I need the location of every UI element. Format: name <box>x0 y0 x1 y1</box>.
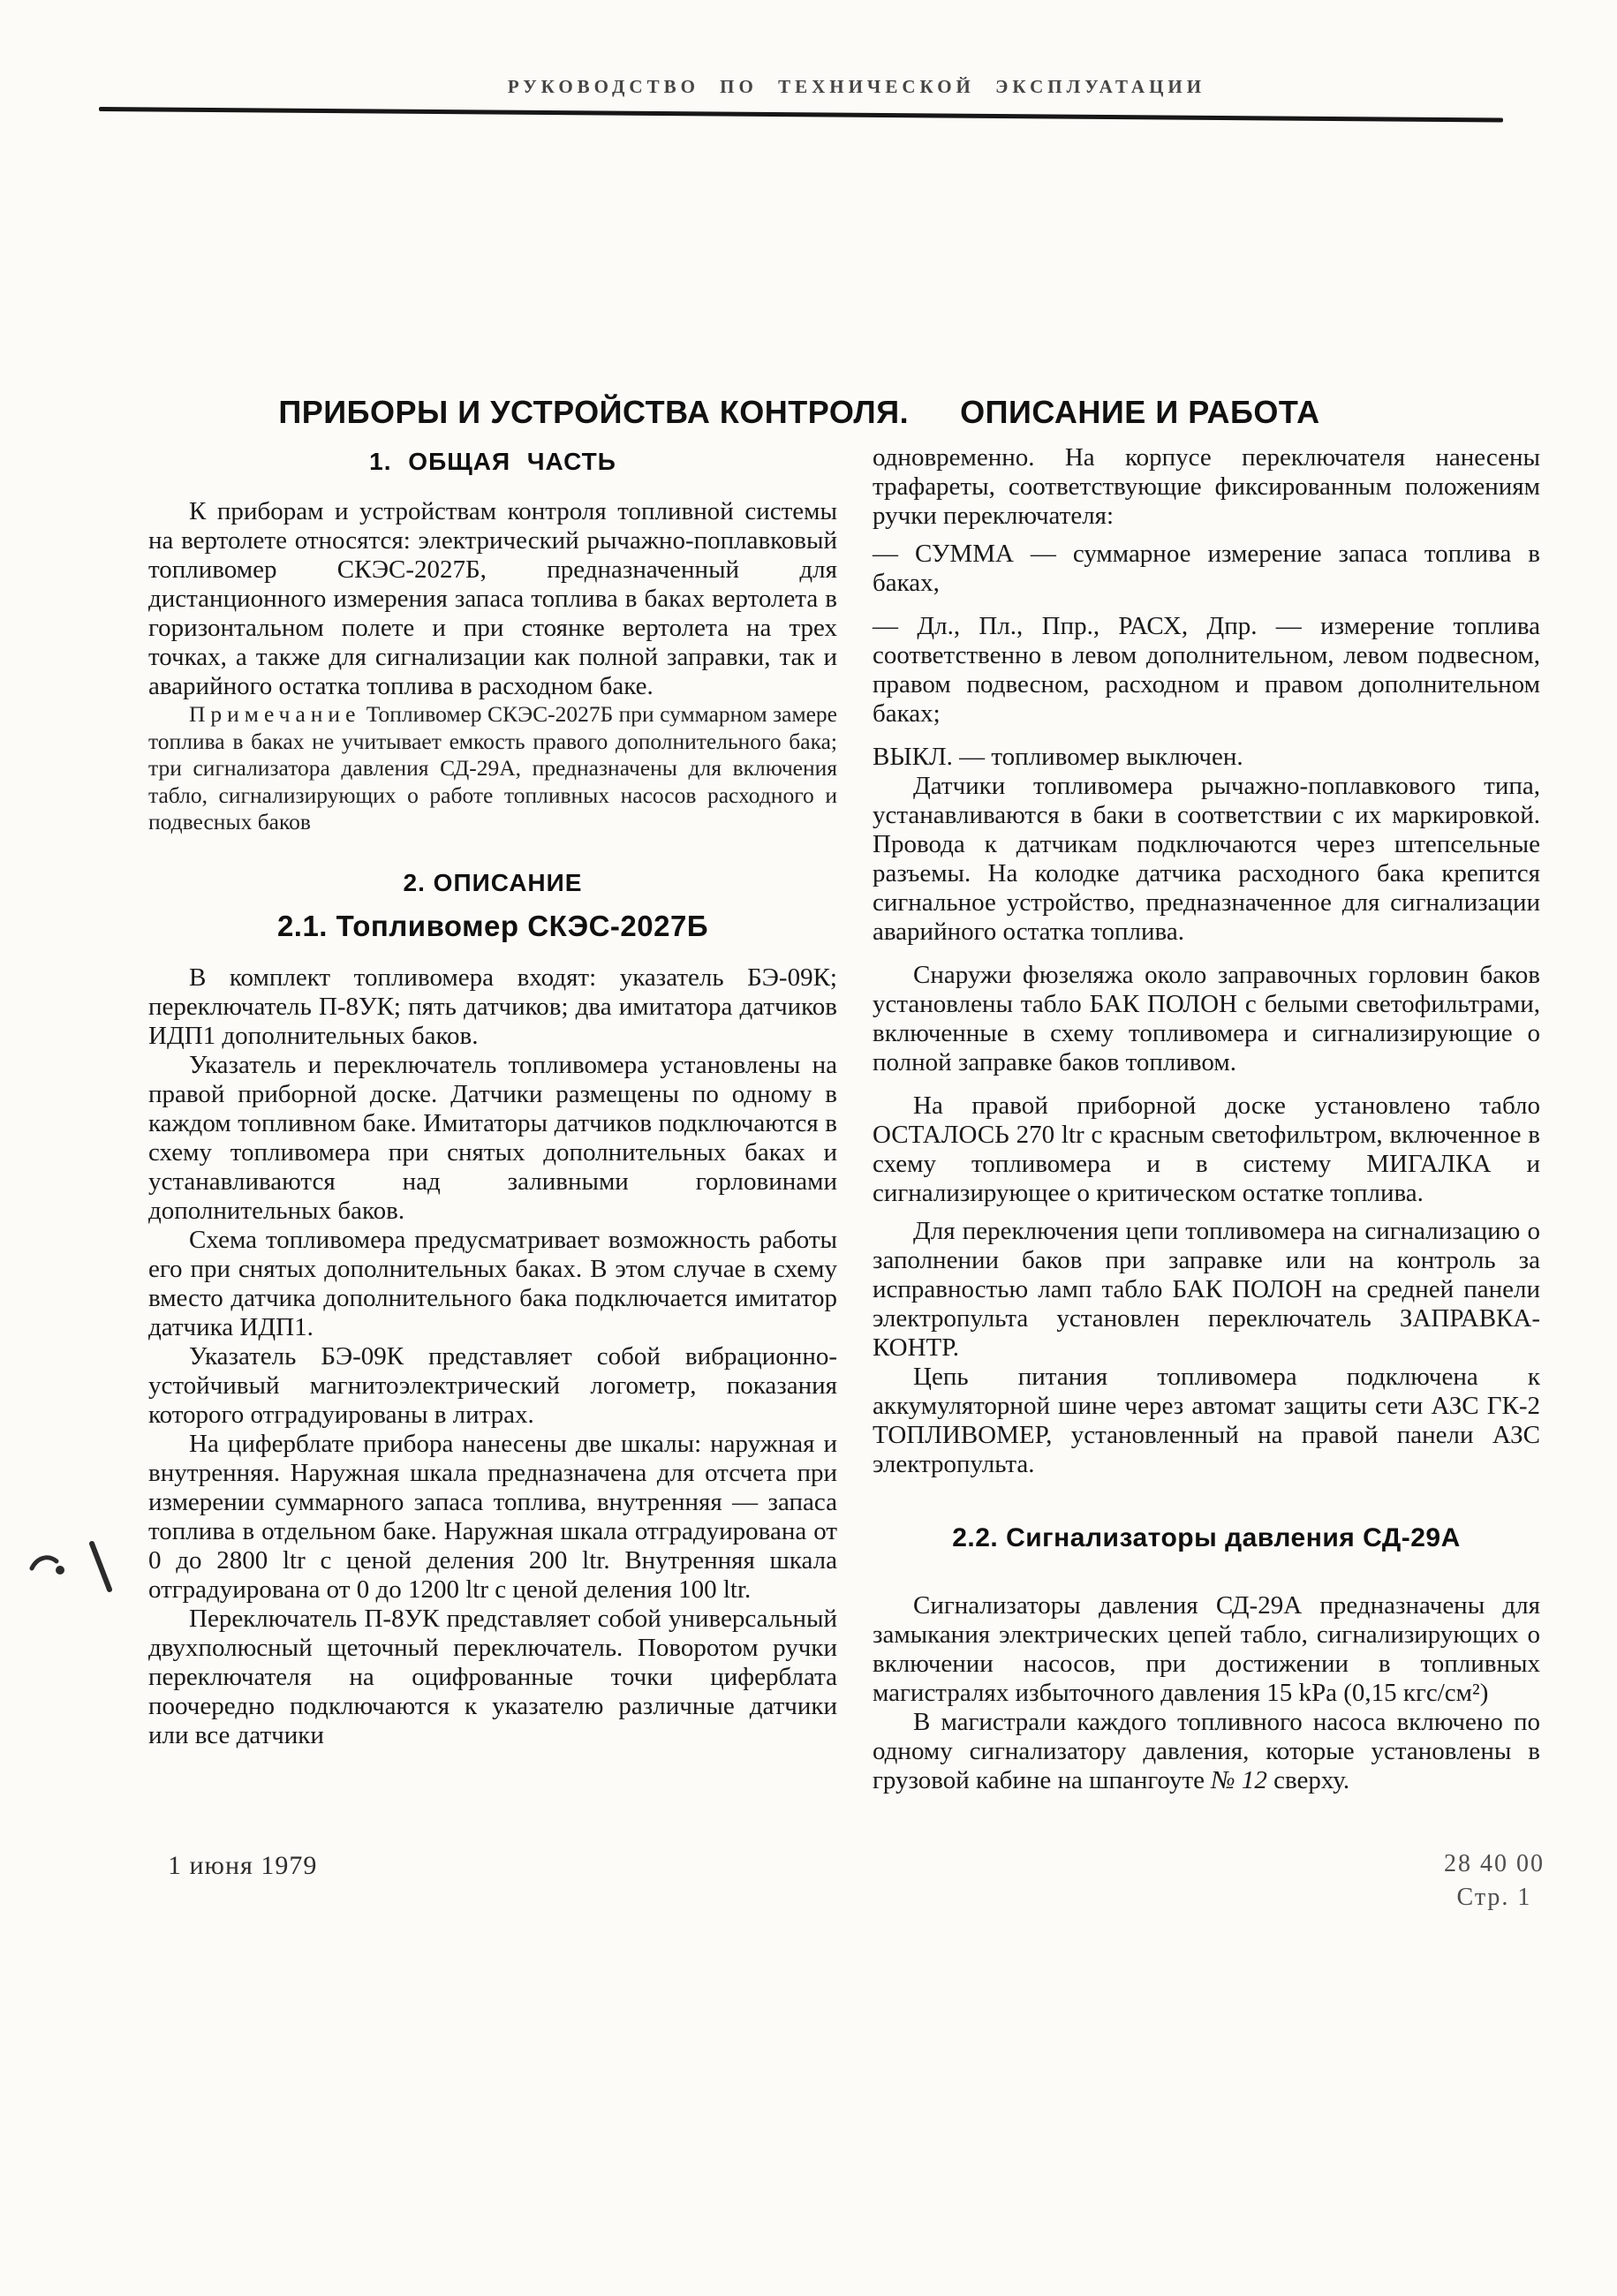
paragraph-fuelmeter-kit: В комплект топливомера входят: указатель БЭ-09К; переключатель П-8УК; пять датчиков; два имитатора датчиков ИДП1 дополнительных баков. <box>148 963 837 1050</box>
paragraph-sd29a-purpose: Сигнализаторы давления СД-29А предназначены для замыкания электрических цепей табло, сигнализирующих о включении насосов, при достижении в топливных магистралях избыточного давления 15 kPa (0,15 кгс/см²) <box>873 1591 1540 1707</box>
page-title-part1: ПРИБОРЫ И УСТРОЙСТВА КОНТРОЛЯ. <box>278 394 910 430</box>
paragraph-indicator-switch: Указатель и переключатель топливомера установлены на правой приборной доске. Датчики размещены по одному в каждом топливном баке. Имитаторы датчиков подключаются в схему топливомера при снятых дополнительных баках и устанавливаются над заливными горловинами дополнительных баков. <box>148 1050 837 1225</box>
paragraph-sd29a-location <box>873 1708 1540 1795</box>
footer-page-number: Стр. 1 <box>1456 1884 1532 1911</box>
page-title-part2: ОПИСАНИЕ И РАБОТА <box>960 394 1320 430</box>
paragraph-scheme: Схема топливомера предусматривает возможность работы его при снятых дополнительных баках. В этом случае в схему вместо датчика дополнительного бака подключается имитатор датчика ИДП1. <box>148 1225 837 1341</box>
section-2-1-heading: 2.1. Топливомер СКЭС-2027Б <box>276 909 709 942</box>
section-1-heading: 1. ОБЩАЯ ЧАСТЬ <box>369 448 616 475</box>
page-title <box>0 394 1598 431</box>
list-item-summa: — СУММА — суммарное измерение запаса топлива в баках, <box>873 540 1540 597</box>
paragraph-dial-scales: На циферблате прибора нанесены две шкалы: наружная и внутренняя. Наружная шкала предназначена для отсчета при измерении суммарного запаса топлива, внутренняя — запаса топлива в отдельном баке. Наружная шкала отградуирована от 0 до 2800 ltr с ценой деления 200 ltr. Внутренняя шкала отградуирована от 0 до 1200 ltr с ценой деления 100 ltr. <box>148 1429 837 1604</box>
list-item-vykl: ВЫКЛ. — топливомер выключен. <box>873 743 1243 771</box>
note-text: Топливомер СКЭС-2027Б при суммарном замере топлива в баках не учитывает емкость правого дополнительного бака; три сигнализатора давления СД-29А, предназначены для включения табло, сигнализирующих о работе топливных насосов расходного и подвесных баков <box>148 701 837 835</box>
paragraph-continued: одновременно. На корпусе переключателя нанесены трафареты, соответствующие фиксированным положениям ручки переключателя: <box>873 443 1540 530</box>
list-item-dl: — Дл., Пл., Ппр., РАСХ, Дпр. — измерение топлива соответственно в левом дополнительном, левом подвесном, правом подвесном, расходном и правом дополнительном баках; <box>873 612 1540 728</box>
paragraph-ostalos-270: На правой приборной доске установлено табло ОСТАЛОСЬ 270 ltr с красным светофильтром, включенное в схему топливомера и в систему МИГАЛКА и сигнализирующее о критическом остатке топлива. <box>873 1091 1540 1207</box>
handwritten-mark <box>25 1538 124 1607</box>
sd29a-location-text: В магистрали каждого топливного насоса включено по одному сигнализатору давления, которые установлены в грузовой кабине на шпангоуте <box>873 1708 1540 1794</box>
footer-date: 1 июня 1979 <box>168 1851 318 1880</box>
left-column <box>148 443 837 1750</box>
paragraph-general-1: К приборам и устройствам контроля топливной системы на вертолете относятся: электрический рычажно-поплавковый топливомер СКЭС-2027Б, предназначенный для дистанционного измерения запаса топлива в баках вертолета в горизонтальном полете и при стоянке вертолета на трех точках, а также для сигнализации как полной заправки, так и аварийного остатка топлива в расходном баке. <box>148 497 837 700</box>
paragraph-sensors: Датчики топливомера рычажно-поплавкового типа, устанавливаются в баки в соответствии с их маркировкой. Провода к датчикам подключаются через штепсельные разъемы. На колодке датчика расходного бака крепится сигнальное устройство, предназначенное для сигнализации аварийного остатка топлива. <box>873 772 1540 946</box>
section-2-heading: 2. ОПИСАНИЕ <box>403 868 583 896</box>
note-label: Примечание <box>189 701 361 727</box>
paragraph-zapravka-kontr: Для переключения цепи топливомера на сигнализацию о заполнении баков при заправке или на контроль за исправностью ламп табло БАК ПОЛОН на средней панели электропульта установлен переключатель ЗАПРАВКА-КОНТР. <box>873 1217 1540 1362</box>
running-header: РУКОВОДСТВО ПО ТЕХНИЧЕСКОЙ ЭКСПЛУАТАЦИИ <box>507 76 1206 97</box>
footer-reference <box>1432 1847 1556 1915</box>
paragraph-power-circuit: Цепь питания топливомера подключена к аккумуляторной шине через автомат защиты сети АЗС ГК-2 ТОПЛИВОМЕР, установленный на правой панели АЗС электропульта. <box>873 1363 1540 1478</box>
section-2-2-heading: 2.2. Сигнализаторы давления СД-29А <box>952 1523 1461 1552</box>
sd29a-location-tail: сверху. <box>1266 1766 1350 1794</box>
frame-number-emphasis: № 12 <box>1211 1766 1267 1794</box>
paragraph-bak-polon: Снаружи фюзеляжа около заправочных горловин баков установлены табло БАК ПОЛОН с белыми светофильтрами, включенные в схему топливомера и сигнализирующие о полной заправке баков топливом. <box>873 961 1540 1076</box>
paragraph-p8uk-switch: Переключатель П-8УК представляет собой универсальный двухполюсный щеточный переключатель. Поворотом ручки переключателя на оцифрованные точки циферблата поочередно подключаются к указателю различные датчики или все датчики <box>148 1604 837 1749</box>
paragraph-be09k: Указатель БЭ-09К представляет собой вибрационно-устойчивый магнитоэлектрический логометр, показания которого отградуированы в литрах. <box>148 1341 837 1429</box>
header-rule <box>99 107 1503 122</box>
note-block <box>148 701 837 836</box>
right-column <box>873 443 1540 1795</box>
footer-doc-number: 28 40 00 <box>1444 1850 1545 1877</box>
